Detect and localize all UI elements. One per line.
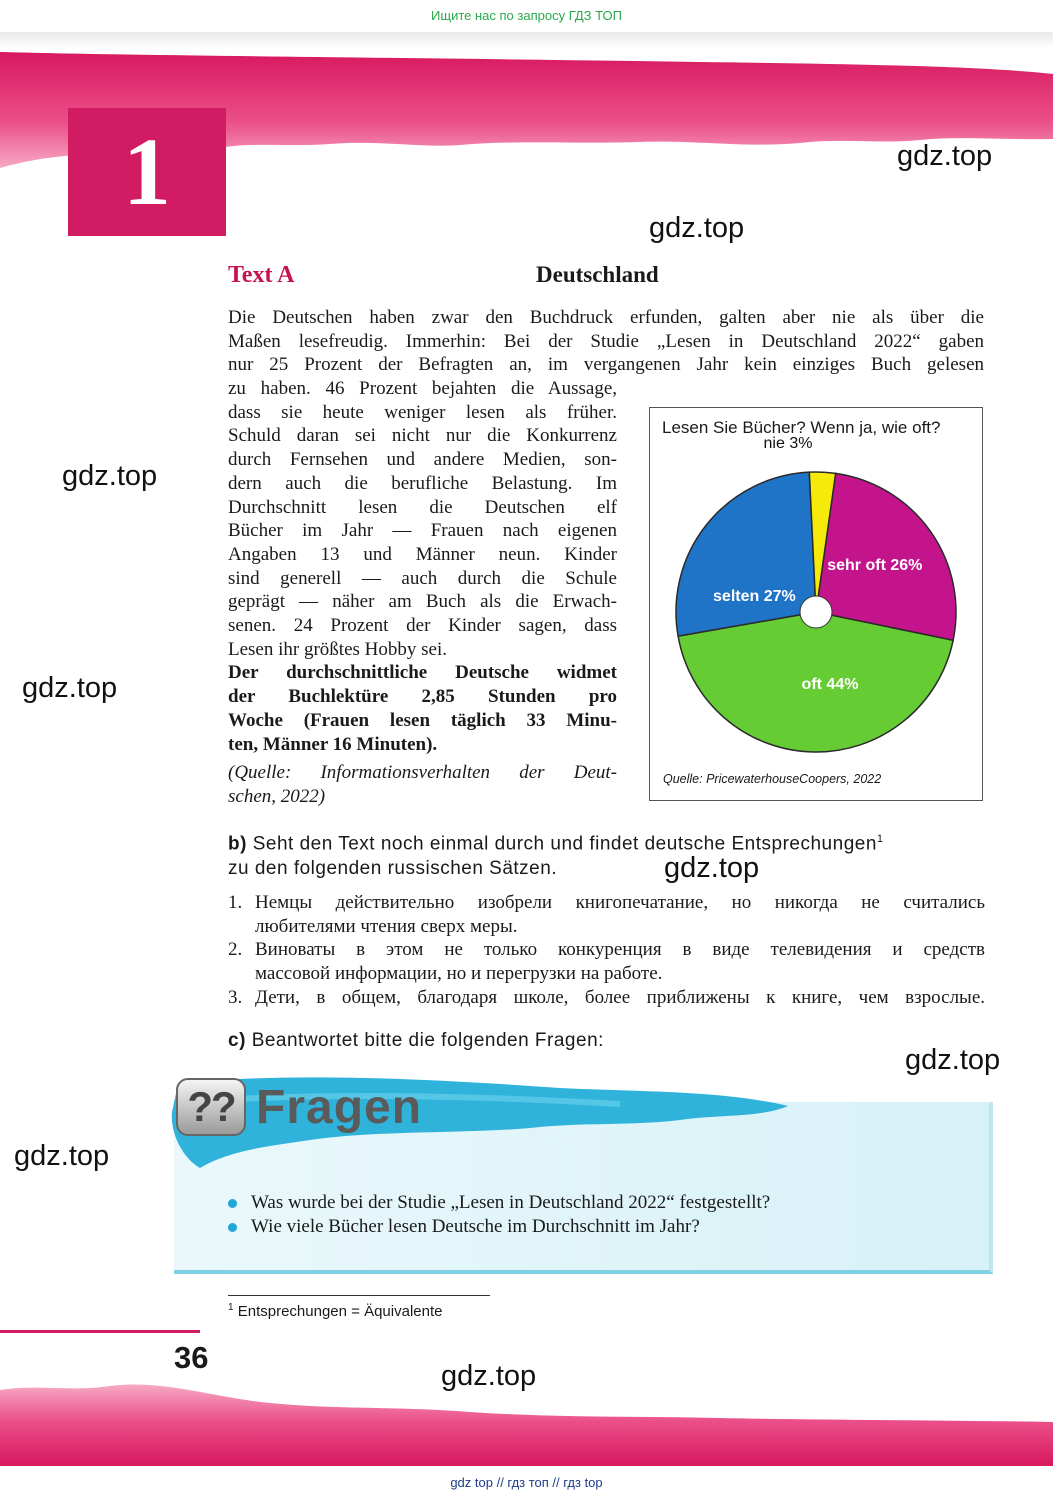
- task-text: zu den folgenden russischen Sätzen.: [228, 858, 558, 880]
- text-line: Lesen ihr größtes Hobby sei.: [228, 638, 447, 660]
- fragen-heading: Fragen: [256, 1081, 423, 1134]
- pie-center-hole: [800, 596, 832, 628]
- page-number-rule: [0, 1330, 200, 1333]
- text-label: Text A: [228, 262, 295, 288]
- text-line: durch Fernsehen und andere Medien, son-: [228, 449, 617, 471]
- footnote: [228, 1302, 442, 1320]
- text-line: Angaben 13 und Männer neun. Kinder: [228, 543, 617, 565]
- footer-brush-stroke: [0, 1372, 1053, 1472]
- bullet-icon: [228, 1223, 237, 1232]
- sentence-line: Виноваты в этом не только конкуренция в виде телевидения и средств: [255, 939, 985, 961]
- question-marks-icon: ??: [176, 1078, 246, 1136]
- text-line: nur 25 Prozent der Befragten an, im vergangenen Jahr kein einziges Buch gelesen: [228, 354, 984, 376]
- footnote-mark: 1: [876, 833, 884, 845]
- search-hint: Ищите нас по запросу ГДЗ ТОП: [0, 0, 1053, 32]
- list-number: 2.: [228, 939, 243, 961]
- text-line: dern auch die berufliche Belastung. Im: [228, 472, 617, 494]
- task-letter: b): [228, 833, 247, 855]
- page-number: 36: [174, 1340, 209, 1375]
- text-line: Bücher im Jahr — Frauen nach eigenen: [228, 520, 617, 542]
- pie-chart-frame: [649, 407, 983, 801]
- task-text: Seht den Text noch einmal durch und findet deutsche Entsprechungen: [252, 833, 877, 855]
- watermark: gdz.top: [897, 140, 993, 172]
- bold-line: Woche (Frauen lesen täglich 33 Minu-: [228, 709, 617, 731]
- sentence-line: массовой информации, но и перегрузки на работе.: [255, 963, 663, 985]
- chapter-number: 1: [68, 108, 226, 236]
- text-line: Schuld daran sei nicht nur die Konkurrenz: [228, 425, 617, 447]
- pie-slice: [676, 472, 816, 636]
- footnote-divider: [228, 1295, 490, 1296]
- watermark: gdz.top: [664, 852, 760, 884]
- source-line: schen, 2022): [228, 785, 326, 807]
- sentence-line: Дети, в общем, благодаря школе, более приближены к книге, чем взрослые.: [255, 986, 985, 1008]
- text-line: senen. 24 Prozent der Kinder sagen, dass: [228, 615, 617, 637]
- pie-chart: [650, 408, 982, 800]
- chart-title: Lesen Sie Bücher? Wenn ja, wie oft?: [662, 418, 941, 437]
- watermark: gdz.top: [22, 672, 118, 704]
- question-item: [228, 1192, 770, 1214]
- watermark: gdz.top: [62, 460, 158, 492]
- column-paragraph: [228, 377, 617, 809]
- chart-source: Quelle: PricewaterhouseCoopers, 2022: [663, 772, 882, 786]
- task-letter: c): [228, 1030, 246, 1051]
- list-item: [228, 891, 985, 938]
- text-line: Maßen lesefreudig. Immerhin: Bei der Studie „Lesen in Deutschland 2022“ gaben: [228, 330, 984, 352]
- list-number: 3.: [228, 986, 243, 1008]
- watermark: gdz.top: [649, 212, 745, 244]
- text-line: zu haben. 46 Prozent bejahten die Aussage,: [228, 378, 617, 399]
- watermark: gdz.top: [441, 1360, 537, 1392]
- bold-line: Der durchschnittliche Deutsche widmet: [228, 662, 617, 684]
- sentence-line: Немцы действительно изобрели книгопечатание, но никогда не считались: [255, 892, 985, 913]
- text-line: geprägt — näher am Buch als die Erwach-: [228, 591, 617, 613]
- task-text: Beantwortet bitte die folgenden Fragen:: [251, 1030, 604, 1051]
- russian-list: [228, 891, 985, 1010]
- intro-paragraph: [228, 306, 984, 377]
- task-b: [228, 827, 984, 881]
- task-c: [228, 1028, 604, 1053]
- list-item: [228, 938, 985, 985]
- watermark: gdz.top: [905, 1044, 1001, 1076]
- text-title: Deutschland: [536, 262, 659, 287]
- pie-slice-label: sehr oft 26%: [827, 557, 923, 574]
- pie-slice-label: oft 44%: [801, 676, 859, 693]
- bold-line: ten, Männer 16 Minuten).: [228, 733, 438, 755]
- list-number: 1.: [228, 892, 243, 913]
- pie-slice-label: selten 27%: [713, 587, 796, 605]
- source-line: (Quelle: Informationsverhalten der Deut-: [228, 762, 617, 784]
- question-text: Was wurde bei der Studie „Lesen in Deutschland 2022“ festgestellt?: [251, 1192, 771, 1213]
- pie-slice-label: nie 3%: [763, 435, 813, 453]
- bullet-icon: [228, 1199, 237, 1208]
- bold-line: der Buchlektüre 2,85 Stunden pro: [228, 686, 617, 708]
- sentence-line: любителями чтения сверх меры.: [255, 915, 518, 937]
- footnote-mark: 1: [228, 1302, 234, 1313]
- text-line: Die Deutschen haben zwar den Buchdruck erfunden, galten aber nie als über die: [228, 307, 984, 328]
- watermark: gdz.top: [14, 1140, 110, 1172]
- footnote-text: Entsprechungen = Äquivalente: [237, 1303, 443, 1320]
- question-item: [228, 1216, 700, 1238]
- text-line: dass sie heute weniger lesen als früher.: [228, 401, 617, 423]
- text-line: sind generell — auch durch die Schule: [228, 567, 617, 589]
- question-text: Wie viele Bücher lesen Deutsche im Durchschnitt im Jahr?: [251, 1216, 700, 1237]
- text-line: Durchschnitt lesen die Deutschen elf: [228, 496, 617, 518]
- list-item: [228, 986, 985, 1010]
- footer-links[interactable]: gdz top // гдз топ // гдз top: [0, 1472, 1053, 1500]
